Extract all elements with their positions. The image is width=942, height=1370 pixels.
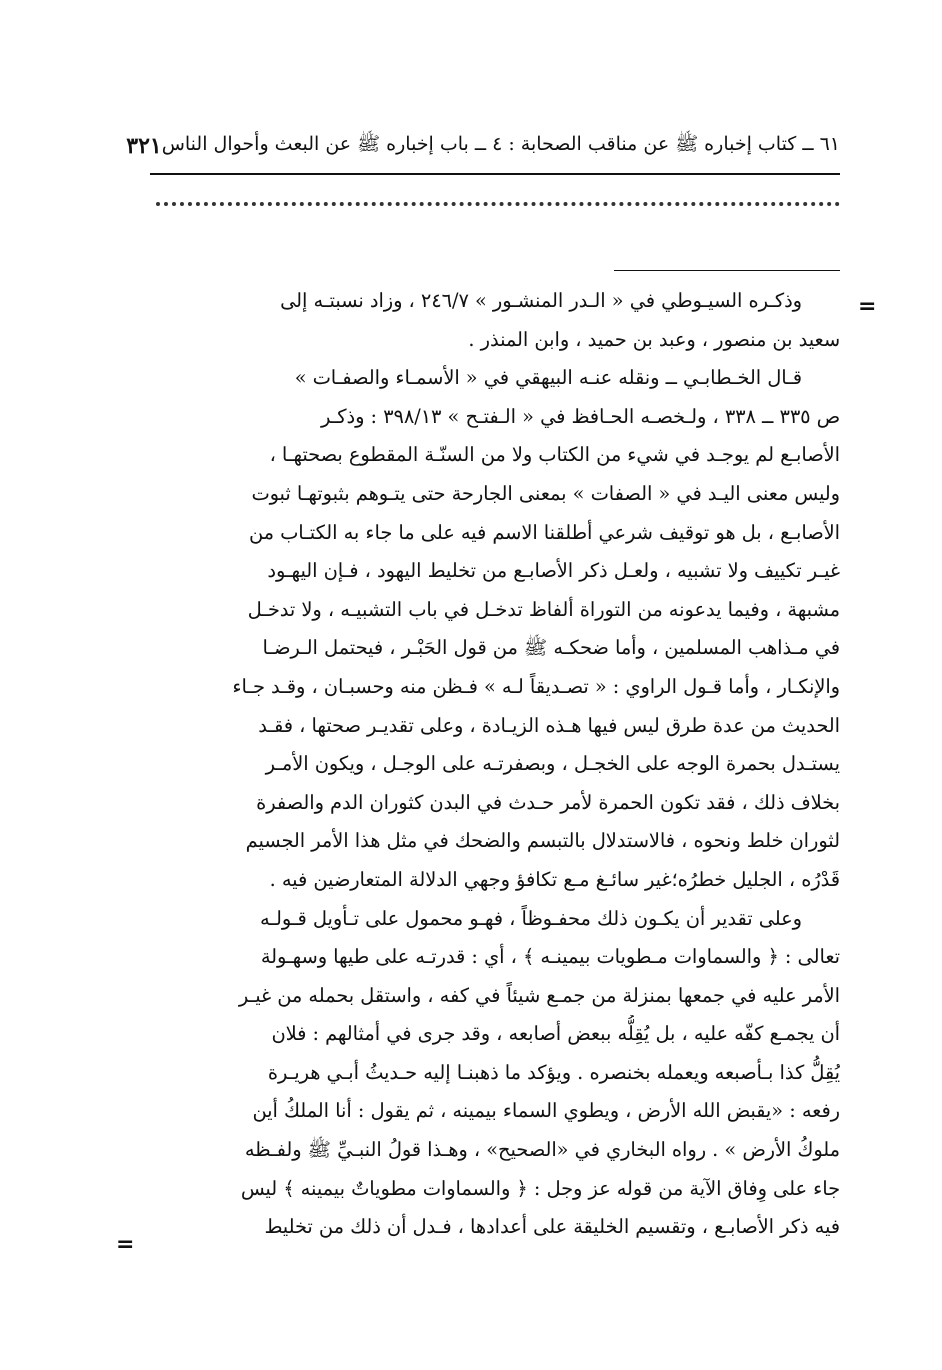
footnote-rule <box>614 270 840 271</box>
text-line: فيه ذكر الأصابـع ، وتقسيم الخليقة على أعدادها ، فـدل أن ذلك من تخليط <box>264 1215 840 1239</box>
continuation-marker-top: = <box>858 294 877 319</box>
text-line: جاء على وِفاق الآية من قوله عز وجل : ﴿ والسماوات مطوياتٌ بيمينه ﴾ ليس <box>240 1176 840 1200</box>
text-line: سعيد بن منصور ، وعبد بن حميد ، وابن المنذر . <box>468 327 840 351</box>
text-line: الأصابـع ، بل هو توقيف شرعي أطلقنا الاسم فيه على ما جاء به الكتـاب من <box>248 520 840 544</box>
dotted-separator <box>156 202 840 206</box>
text-line: قـال الخـطابـي ــ ونقله عنـه البيهقي في « الأسمـاء والصفـات » <box>294 366 802 390</box>
page-number: ٣٢١ <box>126 133 162 159</box>
running-title: ٦١ ــ كتاب إخباره ﷺ عن مناقب الصحابة : ٤ ــ باب إخباره ﷺ عن البعث وأحوال الناس <box>161 133 840 155</box>
text-line: بخلاف ذلك ، فقد تكون الحمرة لأمر حـدث في البدن كثوران الدم والصفرة <box>256 790 840 814</box>
text-line: يُقِلُّ كذا بـأصبعه ويعمله بخنصره . ويؤكد ما ذهبنـا إليه حـديثُ أبـي هريـرة <box>267 1060 840 1084</box>
header-rule <box>150 173 840 175</box>
text-line: ملوكُ الأرض » . رواه البخاري في «الصحيح» ، وهـذا قولُ النبـيِّ ﷺ ولفـظه <box>244 1138 840 1162</box>
text-line: أن يجمـع كفّه عليه ، بل يُقِلُّه ببعض أصابعه ، وقد جرى في أمثالهم : فلان <box>271 1022 840 1046</box>
text-line: الأصابـع لم يوجـد في شيء من الكتاب ولا من السنّـة المقطوع بصحتهـا ، <box>269 443 840 467</box>
text-line: غيـر تكييف ولا تشبيه ، ولعـل ذكر الأصابـع من تخليط اليهود ، فـإن اليهـود <box>267 559 840 583</box>
text-line: في مـذاهب المسلمين ، وأما ضحكـه ﷺ من قول الحَبْـر ، فيحتمل الـرضـا <box>262 636 840 660</box>
text-line: الحديث من عدة طرق ليس فيها هـذه الزيـادة ، وعلى تقديـر صحتها ، فقـد <box>258 713 840 737</box>
footnote-body <box>150 282 840 1247</box>
text-line: تعالى : ﴿ والسماوات مـطويات بيمينـه ﴾ ، أي : قدرتـه على طيها وسهـولة <box>260 945 840 969</box>
text-line: وذكـره السيـوطي في « الـدر المنشـور » ٢٤٦/٧ ، وزاد نسبتـه إلى <box>280 289 802 312</box>
continuation-marker-bottom: = <box>116 1232 135 1257</box>
running-header <box>126 128 840 164</box>
text-line: مشبهة ، وفيما يدعونه من التوراة ألفاظ تدخـل في باب التشبيـه ، ولا تدخـل <box>247 597 840 621</box>
text-line: الأمر عليه في جمعها بمنزلة من جمـع شيئاً في كفه ، واستقل بحمله من غيـر <box>238 983 840 1007</box>
text-line: يستـدل بحمرة الوجه على الخجـل ، وبصفرتـه على الوجـل ، ويكون الأمـر <box>265 752 840 776</box>
text-line: رفعه : «يقبض الله الأرض ، ويطوي السماء بيمينه ، ثم يقول : أنا الملكُ أين <box>252 1099 840 1123</box>
text-line: قَدْرُه ، الجليل خطرُه؛غير سائـغ مـع تكافؤ وجهي الدلالة المتعارضين فيه . <box>269 867 840 891</box>
text-line: لثوران خلط ونحوه ، فالاستدلال بالتبسم والضحك في مثل هذا الأمر الجسيم <box>245 829 840 853</box>
text-line: وليس معنى اليـد في « الصفات » بمعنى الجارحة حتى يتـوهم بثبوتهـا ثبوت <box>251 481 840 505</box>
text-line: والإنكـار ، وأما قـول الراوي : « تصـديقاً لـه » فـظن منه وحسبـان ، وقـد جـاء <box>232 674 840 698</box>
text-line: ص ٣٣٥ ــ ٣٣٨ ، ولـخصـه الحـافظ في « الـفتـح » ٣٩٨/١٣ : وذكـر <box>321 404 840 428</box>
text-line: وعلى تقدير أن يكـون ذلك محفـوظاً ، فهـو محمول على تـأويل قـولـه <box>260 906 802 930</box>
